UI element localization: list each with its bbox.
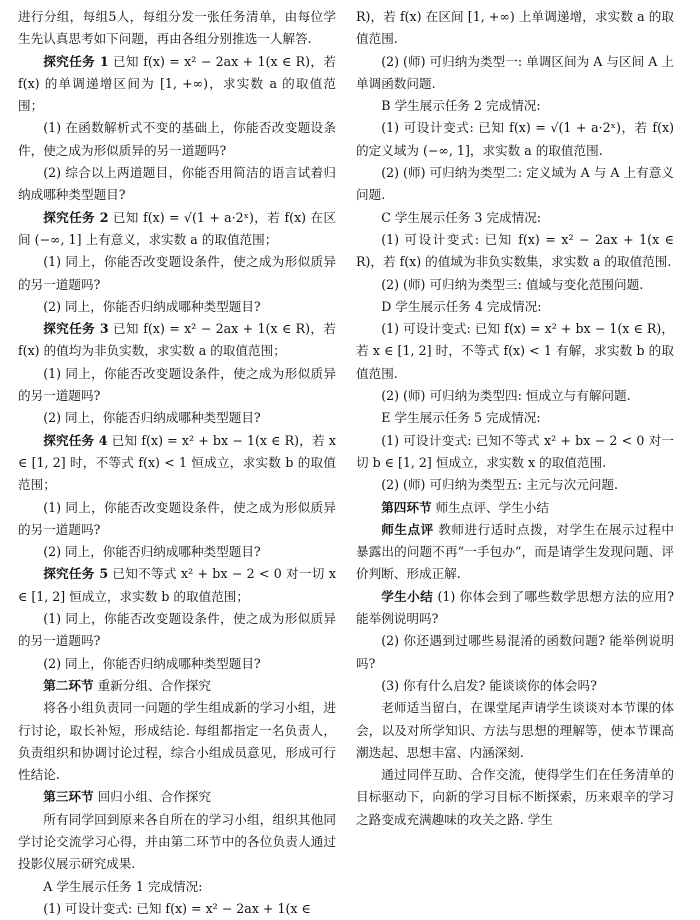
paragraph — [356, 697, 674, 764]
paragraph — [356, 474, 674, 496]
paragraph — [356, 407, 674, 429]
paragraph — [356, 764, 674, 831]
paragraph — [356, 207, 674, 229]
bold-heading: 探究任务 4 — [43, 432, 108, 448]
paragraph — [18, 653, 336, 675]
bold-heading: 第二环节 — [43, 677, 94, 693]
bold-heading: 探究任务 3 — [43, 321, 109, 337]
text-run: 重新分组、合作探究 — [93, 677, 211, 693]
text-run: (2) 你还遇到过哪些易混淆的函数问题? 能举例说明吗? — [356, 633, 674, 671]
paragraph — [356, 586, 674, 631]
paragraph — [18, 207, 336, 252]
paragraph — [18, 786, 336, 808]
paragraph — [356, 6, 674, 51]
paragraph — [18, 430, 336, 497]
text-run: E 学生展示任务 5 完成情况: — [381, 410, 541, 426]
paragraph — [356, 51, 674, 96]
bold-heading: 探究任务 1 — [43, 53, 109, 69]
text-run: 所有同学回到原来各自所在的学习小组，组织其他同学讨论交流学习心得，并由第二环节中的各位负责人通过投影仪展示研究成果. — [18, 811, 336, 872]
left-column — [18, 6, 336, 916]
paragraph — [18, 162, 336, 207]
paragraph — [356, 630, 674, 675]
paragraph — [18, 117, 336, 162]
paragraph — [18, 541, 336, 563]
text-run: (1) 可设计变式: 已知 f(x) = √(1 + a·2ˣ)，若 f(x) 的定义域为 (−∞, 1]，求实数 a 的取值范围. — [356, 120, 674, 158]
text-run: 教师进行适时点拨，对学生在展示过程中暴露出的问题不再“一手包办”，而是请学生发现问题、评价判断、形成正解. — [356, 521, 674, 582]
text-run: 已知不等式 x² + bx − 2 < 0 对一切 x ∈ [1, 2] 恒成立，求实数 b 的取值范围； — [18, 566, 336, 604]
text-run: B 学生展示任务 2 完成情况: — [381, 98, 541, 114]
paragraph — [356, 519, 674, 586]
text-run: (2) 同上，你能否归纳成哪种类型题目? — [43, 655, 261, 671]
text-run: 回归小组、合作探究 — [93, 789, 211, 805]
text-run: 已知 f(x) = x² + bx − 1(x ∈ R)，若 x ∈ [1, 2] 时，不等式 f(x) < 1 恒成立，求实数 b 的取值范围； — [18, 432, 336, 493]
text-run: (2) (师) 可归纳为类型四: 恒成立与有解问题. — [381, 388, 631, 404]
paragraph — [18, 407, 336, 429]
text-run: (2) 综合以上两道题目，你能否用简洁的语言试着归纳成哪种类型题目? — [18, 165, 336, 203]
text-run: (1) 同上，你能否改变题设条件，使之成为形似质异的另一道题吗? — [18, 365, 336, 404]
text-run: (1) 可设计变式: 已知 f(x) = x² + bx − 1(x ∈ R)，若 x ∈ [1, 2] 时，不等式 f(x) < 1 有解，求实数 b 的取值范围. — [356, 321, 675, 381]
paragraph — [18, 363, 336, 408]
text-run: 将各小组负责同一问题的学生组成新的学习小组，进行讨论，取长补短，形成结论. 每组都指定一名负责人，负责组织和协调讨论过程，综合小组成员意见，形成可行性结论. — [18, 700, 336, 783]
paragraph — [356, 318, 674, 385]
bold-heading: 第三环节 — [43, 789, 94, 805]
text-run: 已知 f(x) = x² − 2ax + 1(x ∈ R)，若 f(x) 的单调递增区间为 [1, +∞)，求实数 a 的取值范围； — [18, 53, 336, 114]
bold-heading: 师生点评 — [381, 521, 434, 537]
text-run: 师生点评、学生小结 — [431, 499, 549, 515]
text-run: (1) 可设计变式: 已知 f(x) = x² − 2ax + 1(x ∈ R)，若 f(x) 的值域为非负实数集，求实数 a 的取值范围. — [356, 231, 674, 270]
text-run: (1) 同上，你能否改变题设条件，使之成为形似质异的另一道题吗? — [18, 499, 336, 537]
text-run: (2) 同上，你能否归纳成哪种类型题目? — [43, 544, 261, 560]
text-run: (2) (师) 可归纳为类型三: 值域与变化范围问题. — [381, 276, 644, 292]
paragraph — [356, 385, 674, 407]
right-column — [356, 6, 674, 879]
paragraph — [18, 6, 336, 51]
paragraph — [18, 497, 336, 542]
paragraph — [18, 675, 336, 697]
text-run: 老师适当留白，在课堂尾声请学生谈谈对本节课的体会，以及对所学知识、方法与思想的理解等，使本节课高潮迭起、思想丰富、内涵深刻. — [356, 700, 674, 760]
paragraph — [18, 608, 336, 653]
paragraph — [356, 497, 674, 519]
text-run: (1) 可设计变式: 已知不等式 x² + bx − 2 < 0 对一切 b ∈ [1, 2] 恒成立，求实数 x 的取值范围. — [356, 432, 674, 470]
bold-heading: 第四环节 — [381, 499, 432, 515]
text-run: 已知 f(x) = x² − 2ax + 1(x ∈ R)，若 f(x) 的值均为非负实数，求实数 a 的取值范围； — [18, 321, 336, 359]
paragraph — [356, 162, 674, 207]
text-run: 已知 f(x) = √(1 + a·2ˣ)，若 f(x) 在区间 (−∞, 1] 上有意义，求实数 a 的取值范围； — [18, 209, 336, 247]
text-run: (1) 同上，你能否改变题设条件，使之成为形似质异的另一道题吗? — [18, 611, 336, 649]
text-run: C 学生展示任务 3 完成情况: — [381, 209, 542, 225]
paragraph — [356, 229, 674, 274]
text-run: (2) 同上，你能否归纳成哪种类型题目? — [43, 298, 261, 314]
text-run: (2) (师) 可归纳为类型二: 定义域为 A 与 A 上有意义问题. — [356, 165, 674, 203]
paragraph — [18, 697, 336, 786]
text-run: A 学生展示任务 1 完成情况: — [43, 878, 203, 894]
paragraph — [356, 95, 674, 117]
paragraph — [18, 563, 336, 608]
paragraph — [356, 430, 674, 475]
paragraph — [18, 809, 336, 876]
paragraph — [18, 318, 336, 363]
paragraph — [356, 117, 674, 162]
text-run: (2) (师) 可归纳为类型五: 主元与次元问题. — [381, 477, 619, 493]
text-run: (1) 你体会到了哪些数学思想方法的应用? 能举例说明吗? — [356, 588, 674, 627]
paragraph — [356, 274, 674, 296]
text-run: 通过同伴互助、合作交流，使得学生们在任务清单的目标驱动下，向新的学习目标不断探索，历来艰辛的学习之路变成充满趣味的攻关之路. 学生 — [356, 767, 674, 827]
text-run: (3) 你有什么启发? 能谈谈你的体会吗? — [381, 677, 597, 693]
bold-heading: 探究任务 2 — [43, 209, 109, 225]
text-run: 进行分组，每组5人，每组分发一张任务清单，由每位学生先认真思考如下问题，再由各组分别推选一人解答. — [18, 9, 336, 47]
paragraph — [356, 296, 674, 318]
paragraph — [18, 898, 336, 920]
text-run: (2) (师) 可归纳为类型一: 单调区间为 A 与区间 A 上单调函数问题. — [356, 53, 674, 91]
text-run: (1) 可设计变式: 已知 f(x) = x² − 2ax + 1(x ∈ — [43, 900, 311, 916]
bold-heading: 探究任务 5 — [43, 566, 109, 582]
paragraph — [356, 675, 674, 697]
paragraph — [18, 251, 336, 296]
text-run: D 学生展示任务 4 完成情况: — [381, 298, 542, 314]
paragraph — [18, 296, 336, 318]
paragraph — [18, 51, 336, 118]
text-run: (2) 同上，你能否归纳成哪种类型题目? — [43, 410, 261, 426]
text-run: (1) 同上，你能否改变题设条件，使之成为形似质异的另一道题吗? — [18, 254, 336, 292]
text-run: (1) 在函数解析式不变的基础上，你能否改变题设条件，使之成为形似质异的另一道题吗? — [18, 120, 336, 158]
bold-heading: 学生小结 — [381, 588, 434, 604]
text-run: R)，若 f(x) 在区间 [1, +∞) 上单调递增，求实数 a 的取值范围. — [356, 9, 674, 47]
